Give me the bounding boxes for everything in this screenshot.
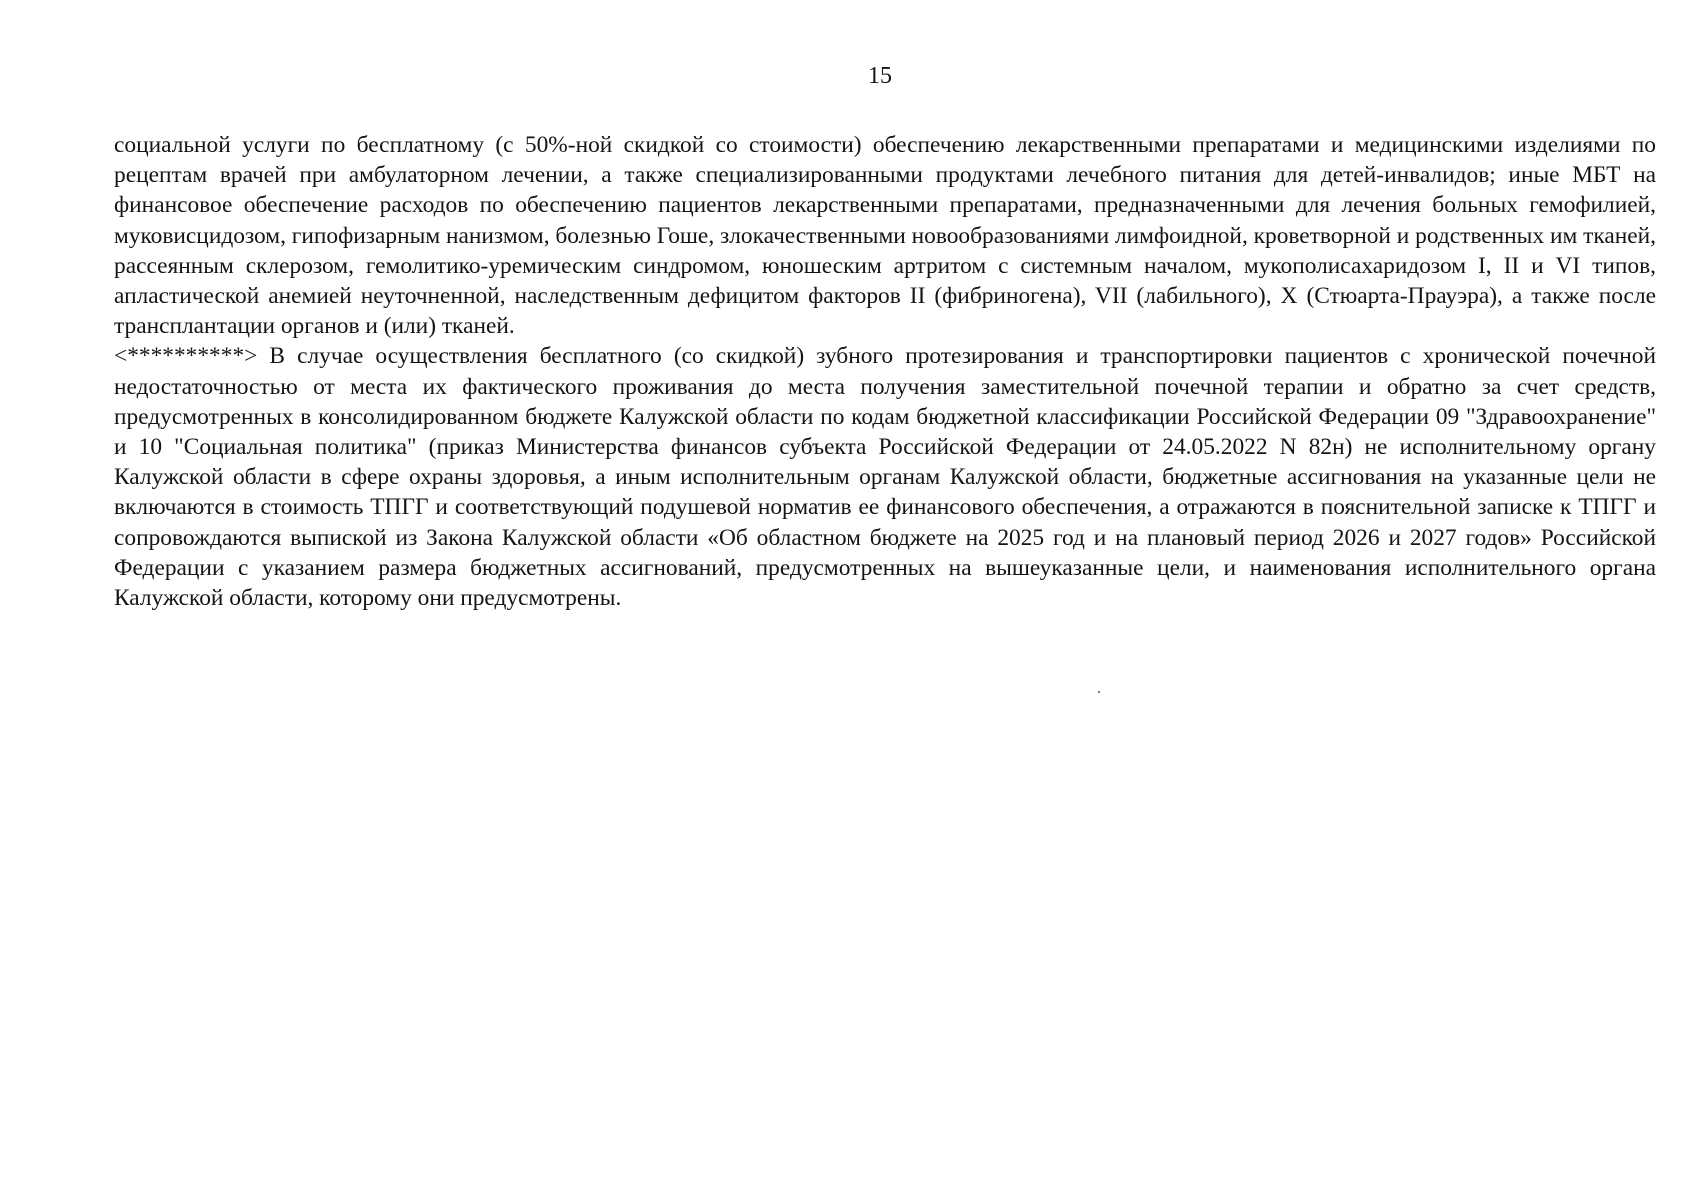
paragraph-social-services: социальной услуги по бесплатному (с 50%-ной скидкой со стоимости) обеспечению лекарственными препаратами и медицинскими изделиями по рецептам врачей при амбулаторном лечении, а также специализированными продуктами лечебного питания для детей-инвалидов; иные МБТ на финансовое обеспечение расходов по обеспечению пациентов лекарственными препаратами, предназначенными для лечения больных гемофилией, муковисцидозом, гипофизарным нанизмом, болезнью Гоше, злокачественными новообразованиями лимфоидной, кроветворной и родственных им тканей, рассеянным склерозом, гемолитико-уремическим синдромом, юношеским артритом с системным началом, мукополисахаридозом I, II и VI типов, апластической анемией неуточненной, наследственным дефицитом факторов II (фибриногена), VII (лабильного), X (Стюарта-Прауэра), а также после трансплантации органов и (или) тканей.: [114, 132, 1656, 340]
page-number: 15: [868, 63, 892, 89]
document-body: [114, 130, 1656, 613]
scan-speck: [1098, 691, 1100, 693]
paragraph-footnote-dental-prosthetics: <**********> В случае осуществления бесплатного (со скидкой) зубного протезирования и транспортировки пациентов с хронической почечной недостаточностью от места их фактического проживания до места получения заместительной почечной терапии и обратно за счет средств, предусмотренных в консолидированном бюджете Калужской области по кодам бюджетной классификации Российской Федерации 09 "Здравоохранение" и 10 "Социальная политика" (приказ Министерства финансов субъекта Российской Федерации от 24.05.2022 N 82н) не исполнительному органу Калужской области в сфере охраны здоровья, а иным исполнительным органам Калужской области, бюджетные ассигнования на указанные цели не включаются в стоимость ТПГГ и соответствующий подушевой норматив ее финансового обеспечения, а отражаются в пояснительной записке к ТПГГ и сопровождаются выпиской из Закона Калужской области «Об областном бюджете на 2025 год и на плановый период 2026 и 2027 годов» Российской Федерации с указанием размера бюджетных ассигнований, предусмотренных на вышеуказанные цели, и наименования исполнительного органа Калужской области, которому они предусмотрены.: [114, 343, 1656, 612]
